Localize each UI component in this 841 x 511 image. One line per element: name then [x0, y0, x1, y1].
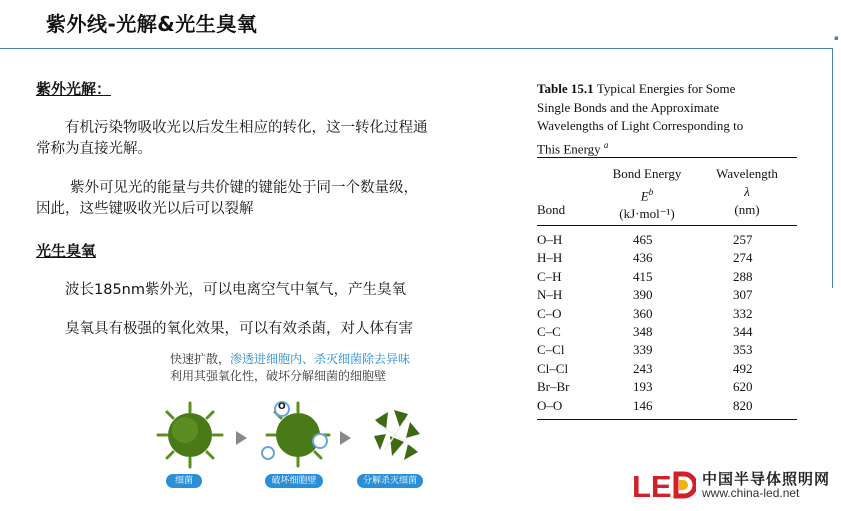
cell-energy: 390 — [633, 287, 653, 303]
cell-bond: O–H — [537, 232, 563, 247]
cell-bond: C–O — [537, 305, 562, 321]
cell-wavelength: 257 — [733, 232, 753, 247]
cell-bond: C–C — [537, 324, 561, 339]
destroyed-bacteria-image — [360, 400, 430, 470]
cell-energy: 360 — [633, 305, 653, 321]
energy-header — [599, 165, 695, 223]
table-row — [537, 342, 797, 360]
cell-energy: 348 — [633, 324, 653, 339]
cell-energy: 436 — [633, 250, 653, 266]
table-caption — [537, 80, 797, 158]
cell-energy: 193 — [633, 379, 653, 395]
title-divider — [0, 48, 832, 49]
svg-text:LE: LE — [632, 470, 672, 500]
cell-energy: 465 — [633, 232, 653, 247]
table-row — [537, 379, 797, 397]
cell-wavelength: 620 — [733, 379, 753, 395]
cell-wavelength: 332 — [733, 305, 753, 321]
step-wall-damage-label: 破坏细胞壁 — [265, 474, 323, 488]
cell-energy: 339 — [633, 342, 653, 358]
led-logo-icon — [632, 470, 696, 500]
cell-wavelength: 307 — [733, 287, 753, 303]
cell-energy: 243 — [633, 360, 653, 376]
caption-highlight: 渗透进细胞内、杀灭细菌除去异味 — [230, 352, 411, 366]
photolysis-para2-line1: 紫外可见光的能量与共价键的键能处于同一个数量级， — [70, 180, 418, 196]
cell-bond: O–O — [537, 397, 563, 413]
photolysis-heading: 紫外光解： — [36, 80, 112, 98]
table-caption-note: a — [603, 139, 609, 150]
ozone-para1: 波长185nm紫外光，可以电离空气中氧气，产生臭氧 — [65, 282, 406, 298]
cell-bond: C–H — [537, 268, 562, 284]
table-top-rule — [537, 157, 797, 158]
corner-marker: ▪ — [834, 34, 839, 42]
table-row — [537, 324, 797, 342]
table-row — [537, 306, 797, 324]
cell-bond: C–Cl — [537, 342, 565, 358]
table-row — [537, 232, 797, 250]
cell-wavelength: 492 — [733, 360, 753, 376]
table-caption-line2: Single Bonds and the Approximate — [537, 99, 719, 115]
table-label: Table 15.1 — [537, 81, 594, 96]
bond-header: Bond — [537, 202, 566, 217]
cell-wavelength: 344 — [733, 324, 753, 339]
logo-name: 中国半导体照明网 — [702, 470, 831, 488]
table-row — [537, 287, 797, 305]
cell-energy: 146 — [633, 397, 653, 413]
cell-wavelength: 353 — [733, 342, 753, 358]
wavelength-header-title: Wavelength — [716, 166, 778, 181]
ozone-para2: 臭氧具有极强的氧化效果，可以有效杀菌，对人体有害 — [65, 321, 413, 337]
wavelength-header — [705, 165, 789, 219]
cell-bond: Cl–Cl — [537, 360, 569, 376]
photolysis-para2-line2: 因此，这些键吸收光以后可以裂解 — [36, 201, 254, 217]
damaged-bacteria-image — [258, 395, 338, 470]
photolysis-para1-line1: 有机污染物吸收光以后发生相应的转化，这一转化过程通 — [65, 120, 428, 136]
illustration-caption-1 — [170, 350, 410, 367]
step-bacteria-label: 细菌 — [166, 474, 202, 488]
page-title: 紫外线-光解&光生臭氧 — [46, 12, 258, 36]
cell-bond: Br–Br — [537, 379, 570, 395]
table-row — [537, 250, 797, 268]
ozone-heading: 光生臭氧 — [36, 242, 97, 260]
caption-plain: 快速扩散， — [170, 352, 231, 366]
frame-divider — [832, 48, 833, 288]
table-bottom-rule — [537, 419, 797, 420]
cell-energy: 415 — [633, 268, 653, 284]
table-caption-line3: Wavelengths of Light Corresponding to — [537, 118, 744, 133]
table-caption-line4: This Energy — [537, 140, 601, 156]
table-row — [537, 269, 797, 287]
cell-bond: N–H — [537, 287, 563, 303]
cell-bond: H–H — [537, 250, 563, 266]
photolysis-para1-line2: 常称为直接光解。 — [36, 141, 152, 157]
table-row — [537, 398, 797, 416]
table-caption-line1: Typical Energies for Some — [596, 81, 736, 96]
illustration-caption-2: 利用其强氧化性，破坏分解细菌的细胞壁 — [170, 369, 387, 383]
logo-url: www.china-led.net — [702, 486, 800, 500]
bond-energy-table — [537, 80, 797, 413]
arrow-icon — [236, 431, 247, 445]
energy-header-title: Bond Energy — [612, 166, 682, 181]
cell-wavelength: 820 — [733, 397, 753, 413]
energy-symbol: E — [640, 188, 649, 204]
cell-wavelength: 288 — [733, 268, 753, 284]
step-kill-label: 分解杀灭细菌 — [357, 474, 423, 488]
table-header-rule — [537, 225, 797, 226]
cell-wavelength: 274 — [733, 250, 753, 266]
table-row — [537, 361, 797, 379]
energy-note: b — [648, 187, 654, 197]
wavelength-symbol: λ — [744, 184, 750, 199]
ozone-label: O — [278, 402, 286, 412]
energy-unit: (kJ·mol⁻¹) — [619, 206, 675, 222]
wavelength-unit: (nm) — [734, 202, 760, 217]
bacteria-image — [155, 400, 225, 470]
arrow-icon — [340, 431, 351, 445]
